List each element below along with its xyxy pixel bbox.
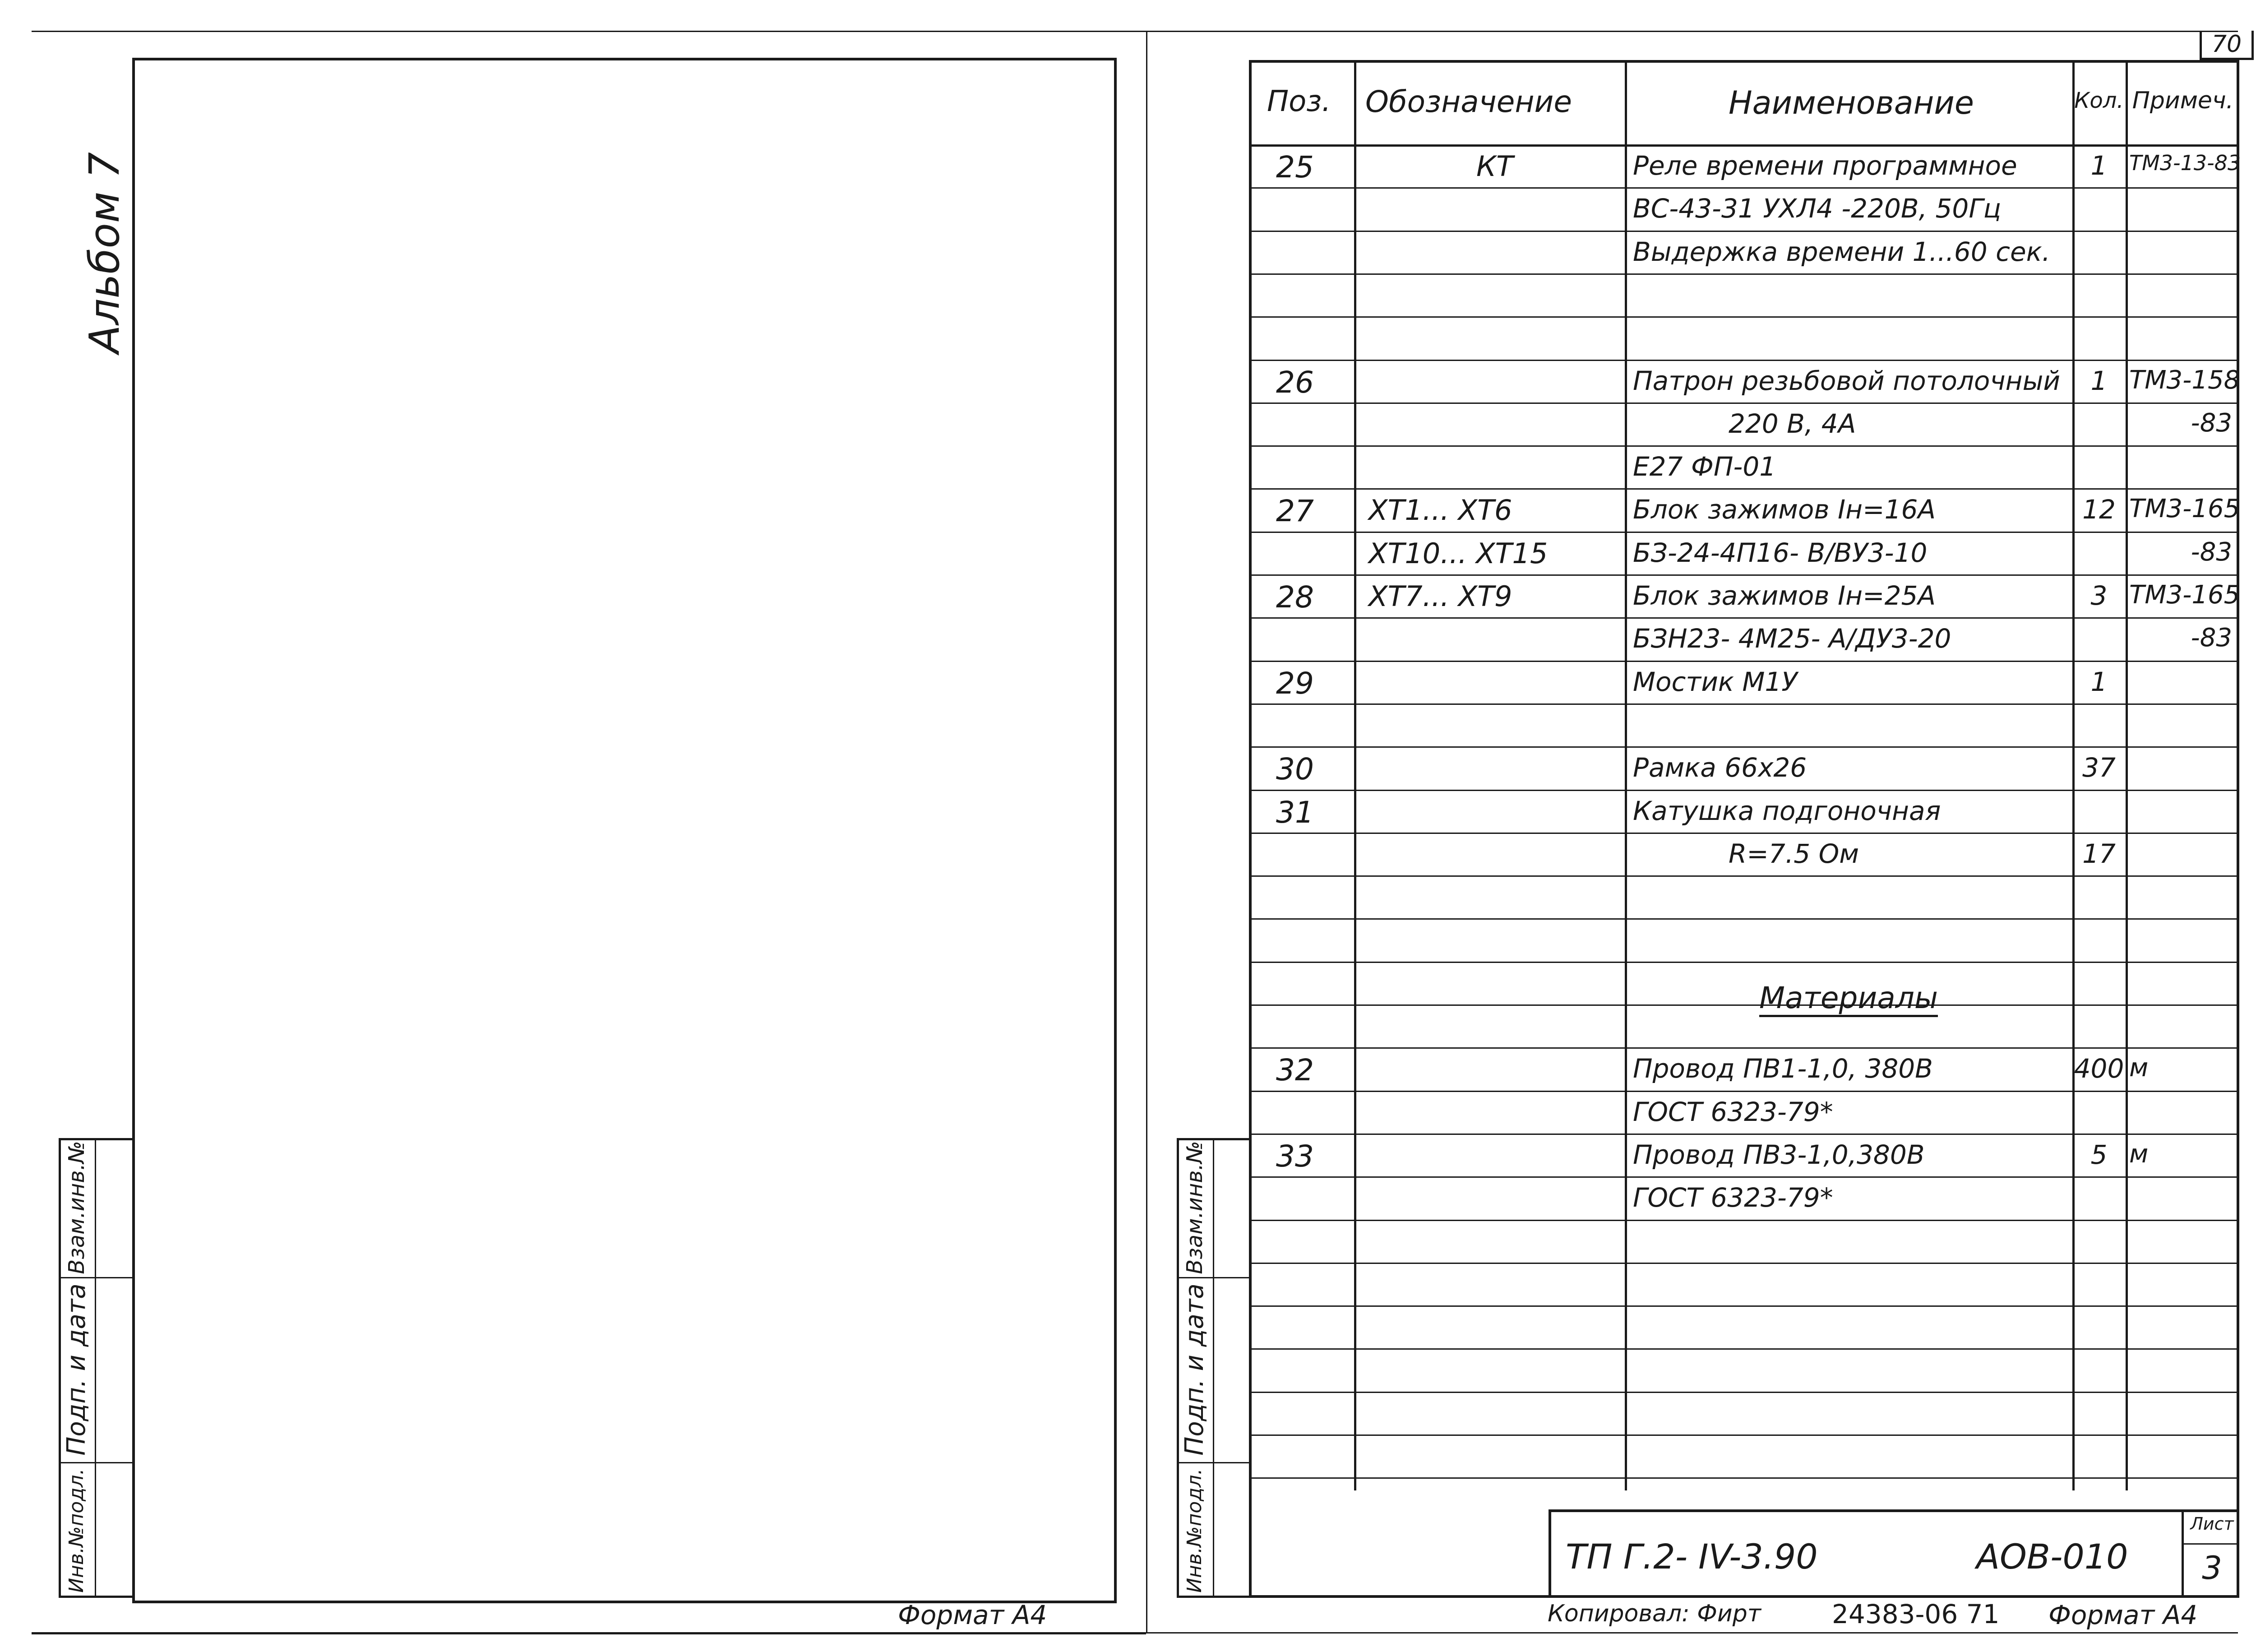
header-designation: Обозначение [1365,84,1572,119]
row-separator [1249,403,2239,404]
row-separator [1249,532,2239,533]
row-designation: ХТ7... ХТ9 [1368,580,1512,613]
header-qty: Кол. [2074,88,2124,113]
row-separator [1249,1134,2239,1135]
right-stamp-replace: Взам.инв.№ [1182,1141,1207,1274]
header-name: Наименование [1729,84,1974,121]
sheet-number: 3 [2202,1550,2222,1587]
row-separator [1249,1477,2239,1479]
left-stamp-sign: Подп. и дата [62,1283,91,1456]
row-qty: 1 [2090,150,2108,181]
row-note: ТМ3-165 [2129,494,2240,524]
title-block-sheet-sep [2182,1543,2239,1545]
right-stamp-sep-2 [1177,1462,1249,1463]
album-label: Альбом 7 [80,152,129,354]
row-separator [1249,1392,2239,1393]
section-title-materials [1625,980,2072,1017]
row-separator [1249,1435,2239,1436]
row-name: Провод ПВ1-1,0, 380В [1633,1053,1933,1084]
row-separator [1249,918,2239,920]
right-stamp-sign: Подп. и дата [1180,1283,1209,1456]
row-qty: 400 [2074,1053,2124,1084]
header-separator [1249,144,2239,147]
doc-code: ТП Г.2- IV-3.90 [1566,1536,1818,1577]
row-separator [1249,703,2239,705]
row-pos: 33 [1276,1138,1314,1174]
left-stamp-sep-2 [59,1462,132,1463]
row-pos: 26 [1276,365,1314,400]
row-name: БЗ-24-4П16- В/ВУ3-10 [1633,537,1928,568]
row-pos: 30 [1276,752,1314,787]
section-title-text: Материалы [1759,983,1938,1017]
header-note: Примеч. [2132,87,2234,114]
row-separator [1249,445,2239,447]
row-separator [1249,316,2239,318]
row-name: ГОСТ 6323-79* [1633,1096,1833,1127]
row-name: БЗН23- 4М25- А/ДУ3-20 [1633,623,1951,654]
title-block-sheet-divider [2182,1509,2184,1598]
row-separator [1249,360,2239,361]
row-designation: ХТ10... ХТ15 [1368,537,1548,570]
left-stamp-divider [95,1138,96,1598]
row-note: -83 [2191,408,2232,438]
left-stamp-inv: Инв.№подл. [65,1468,88,1593]
row-pos: 27 [1276,494,1314,529]
right-stamp-sep-1 [1177,1277,1249,1278]
left-page-frame [132,58,1117,1603]
row-name: ВС-43-31 УХЛ4 -220В, 50Гц [1633,193,2002,224]
row-qty: 1 [2090,365,2108,396]
header-pos: Поз. [1267,85,1331,118]
row-separator [1249,833,2239,834]
row-name: Выдержка времени 1...60 сек. [1633,236,2051,267]
row-name: Е27 ФП-01 [1633,451,1776,482]
row-note: ТМ3-13-83 [2129,151,2241,175]
footer-copied: Копировал: Фирт [1548,1600,1761,1627]
row-qty: 17 [2082,838,2116,869]
right-stamp-inv: Инв.№подл. [1183,1468,1206,1593]
row-name: Катушка подгоночная [1633,795,1941,826]
row-separator [1249,875,2239,877]
row-separator [1249,187,2239,189]
row-separator [1249,574,2239,576]
row-note: ТМ3-165 [2129,580,2240,610]
row-separator [1249,617,2239,619]
row-separator [1249,790,2239,791]
row-name: Рамка 66х26 [1633,752,1807,783]
row-separator [1249,488,2239,490]
row-pos: 32 [1276,1053,1314,1088]
sheet-label: Лист [2190,1514,2234,1534]
row-separator [1249,1305,2239,1307]
row-pos: 28 [1276,580,1314,615]
row-name: Блок зажимов Iн=25А [1633,580,1936,611]
row-qty: 1 [2090,666,2108,697]
row-separator [1249,1220,2239,1221]
right-stamp-divider [1213,1138,1214,1598]
row-name: 220 В, 4А [1729,408,1856,439]
row-separator [1249,1047,2239,1049]
right-bottom-edge [1146,1632,2238,1633]
drawing-code: АОВ-010 [1976,1536,2128,1577]
left-format-label: Формат А4 [898,1600,1047,1630]
row-qty: 37 [2082,752,2116,783]
row-separator [1249,746,2239,748]
row-note: ТМ3-158 [2129,365,2240,395]
row-qty: 3 [2090,580,2108,611]
footer-order: 24383-06 71 [1832,1599,2000,1629]
row-name: Блок зажимов Iн=16А [1633,494,1936,525]
page-divider [1146,31,1147,1632]
page-number: 70 [2211,31,2242,58]
right-top-edge [1146,31,2238,32]
row-name: ГОСТ 6323-79* [1633,1182,1833,1213]
row-separator [1249,661,2239,662]
row-name: Реле времени программное [1633,150,2017,181]
row-note: м [2129,1139,2149,1169]
row-designation: ХТ1... ХТ6 [1368,494,1512,527]
row-note: м [2129,1053,2149,1083]
left-stamp-sep-1 [59,1277,132,1278]
row-separator [1249,1091,2239,1092]
specification-table [1249,60,2239,1490]
left-top-edge [32,31,1151,32]
row-name: Провод ПВ3-1,0,380В [1633,1139,1925,1170]
left-bottom-edge [32,1632,1146,1634]
row-note: -83 [2191,623,2232,653]
row-name: Патрон резьбовой потолочный [1633,365,2061,396]
row-separator [1249,1176,2239,1178]
row-name: Мостик М1У [1633,666,1798,697]
left-stamp-replace: Взам.инв.№ [64,1141,89,1274]
footer-format: Формат А4 [2048,1600,2198,1630]
row-qty: 12 [2082,494,2116,525]
row-separator [1249,1348,2239,1350]
row-separator [1249,1263,2239,1264]
row-pos: 25 [1276,150,1314,185]
row-name: R=7.5 Ом [1729,838,1859,869]
row-separator [1249,273,2239,275]
row-separator [1249,231,2239,232]
row-designation: КТ [1476,150,1513,183]
row-note: -83 [2191,537,2232,567]
row-pos: 29 [1276,666,1314,701]
row-pos: 31 [1276,795,1314,830]
row-separator [1249,962,2239,963]
row-qty: 5 [2090,1139,2108,1170]
